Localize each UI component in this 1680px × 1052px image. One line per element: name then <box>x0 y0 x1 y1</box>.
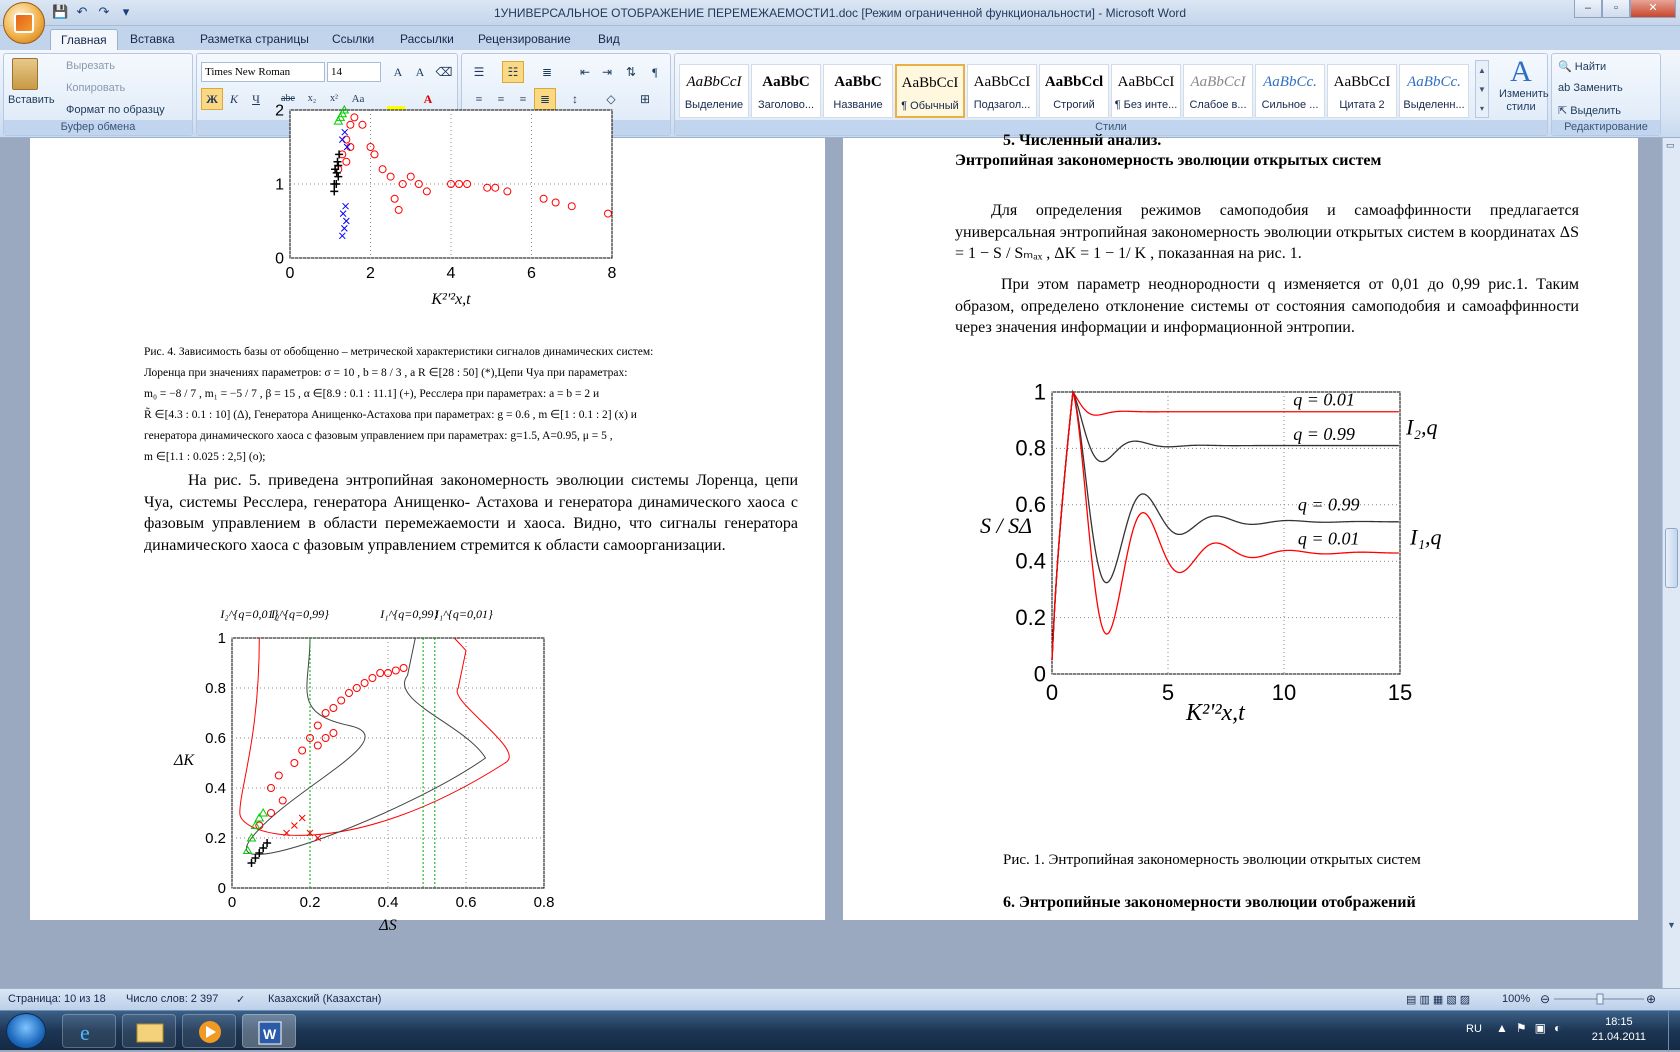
y-tick-label: 0 <box>217 880 226 897</box>
office-button[interactable] <box>3 2 45 44</box>
clipboard-group-label: Буфер обмена <box>4 120 192 135</box>
shrink-font-icon[interactable]: A <box>415 65 425 79</box>
x-axis-label: K²'²x,t <box>1186 700 1245 726</box>
y-tick-label: 2 <box>275 102 284 120</box>
tab-references[interactable]: Ссылки <box>332 32 375 46</box>
input-language[interactable]: RU <box>1466 1023 1482 1035</box>
select-button[interactable]: ⇱ Выделить <box>1558 105 1622 117</box>
figure-4-chart <box>250 102 650 328</box>
style-tile[interactable] <box>751 64 821 118</box>
grow-font-icon[interactable]: A <box>393 65 403 79</box>
x-tick-label: 15 <box>1387 680 1413 705</box>
redo-icon[interactable]: ↷ <box>98 4 110 19</box>
font-color-icon[interactable]: A <box>423 92 433 106</box>
clock-date: 21.04.2011 <box>1591 1031 1646 1043</box>
style-name: Заголово... <box>757 99 815 111</box>
align-left-icon[interactable]: ≡ <box>475 92 483 106</box>
ribbon <box>0 50 1680 138</box>
zoom-slider[interactable] <box>1540 992 1660 1006</box>
find-button[interactable]: 🔍 Найти <box>1558 61 1607 73</box>
tray-icons[interactable]: ▲⚑▣◐ <box>1496 1021 1570 1035</box>
style-sample: AaBbCcI <box>973 74 1031 90</box>
caption-line: m ∈[1.1 : 0.025 : 2,5] (o); <box>144 451 266 463</box>
y-tick-label: 0 <box>275 250 284 268</box>
change-styles-icon: A <box>1510 55 1532 88</box>
style-tile[interactable] <box>823 64 893 118</box>
x-tick-label: 0.2 <box>299 894 321 911</box>
svg-text:e: e <box>80 1020 90 1045</box>
tab-page-layout[interactable]: Разметка страницы <box>200 32 309 46</box>
subscript-button[interactable]: x₂ <box>307 93 317 104</box>
change-case-button[interactable]: Аа <box>351 93 365 105</box>
page-count[interactable]: Страница: 10 из 18 <box>8 993 106 1005</box>
scrollbar-thumb[interactable] <box>1665 528 1678 588</box>
style-sample: AaBbCcI <box>1190 74 1246 90</box>
clipboard-group <box>3 53 193 136</box>
zoom-level[interactable]: 100% <box>1502 993 1531 1005</box>
section-5-heading: 5. Численный анализ. <box>1003 132 1162 149</box>
ribbon-tabs <box>0 26 1680 50</box>
y-tick-label: 0.4 <box>1015 548 1046 574</box>
ruler-toggle-icon[interactable]: ▭ <box>1666 140 1675 150</box>
save-icon[interactable]: 💾 <box>52 4 69 19</box>
style-tile[interactable] <box>967 64 1037 118</box>
y-tick-label: 1 <box>1033 379 1046 405</box>
clock-time: 18:15 <box>1605 1016 1633 1028</box>
find-icon: 🔍 <box>1558 61 1572 73</box>
style-name: Строгий <box>1053 99 1095 111</box>
style-name: ¶ Обычный <box>901 100 959 112</box>
increase-indent-icon[interactable]: ⇥ <box>601 65 613 79</box>
vertical-scrollbar[interactable] <box>1662 138 1680 990</box>
show-marks-icon[interactable]: ¶ <box>652 65 658 79</box>
editing-group-label: Редактирование <box>1552 120 1660 135</box>
internet-explorer-icon[interactable] <box>62 1014 116 1048</box>
x-tick-label: 0 <box>285 265 295 282</box>
style-sample: AaBbC <box>834 74 882 90</box>
style-tile[interactable] <box>1399 64 1469 118</box>
style-name: Цитата 2 <box>1339 99 1385 111</box>
tab-mailings[interactable]: Рассылки <box>400 32 454 46</box>
paste-icon <box>12 58 38 90</box>
maximize-button[interactable]: ▫ <box>1602 0 1630 18</box>
styles-group <box>674 53 1548 136</box>
style-sample: AaBbCcI <box>901 75 959 91</box>
x-tick-label: 10 <box>1271 680 1297 705</box>
y-tick-label: 0.2 <box>205 830 226 847</box>
italic-button[interactable]: К <box>230 92 238 106</box>
styles-group-label: Стили <box>675 120 1547 135</box>
figure-1-chart <box>978 378 1478 738</box>
top-label: I₁^{q=0,99} <box>380 607 439 621</box>
taskbar <box>0 1010 1680 1050</box>
x-tick-label: 0.8 <box>533 894 555 911</box>
style-sample: AaBbCc. <box>1407 74 1461 90</box>
replace-icon: ab <box>1558 82 1571 94</box>
undo-icon[interactable]: ↶ <box>76 4 88 19</box>
numbering-icon[interactable]: ☷ <box>502 61 524 83</box>
curve-label: I₁,q <box>1410 524 1442 550</box>
word-taskbar-icon[interactable] <box>242 1014 296 1048</box>
style-tile[interactable] <box>1039 64 1109 118</box>
line-spacing-icon[interactable]: ↕ <box>572 92 578 106</box>
y-axis-label: S / SΔ <box>980 513 1033 538</box>
window-title: 1УНИВЕРСАЛЬНОЕ ОТОБРАЖЕНИЕ ПЕРЕМЕЖАЕМОСТИ1.doc [Режим ограниченной функциональности] - Microsoft Word <box>493 6 1187 20</box>
style-tile[interactable] <box>895 64 965 118</box>
justify-icon[interactable]: ≣ <box>534 88 556 110</box>
style-name: Сильное ... <box>1261 99 1319 111</box>
shading-icon[interactable]: ◇ <box>606 92 616 106</box>
paragraph-2: При этом параметр неоднородности q изменяется от 0,01 до 0,99 рис.1. Таким образом, определено отклонение системы от состояния самоподобия и самоаффинности через значения информации и информационной энтропии. <box>955 276 1579 336</box>
tab-view[interactable]: Вид <box>598 32 620 46</box>
tab-review[interactable]: Рецензирование <box>478 32 571 46</box>
strikethrough-button[interactable]: abe <box>281 93 295 104</box>
svg-text:⊖: ⊖ <box>1540 992 1551 1006</box>
x-axis-label: ΔS <box>379 917 397 934</box>
x-tick-label: 6 <box>527 265 536 282</box>
copy-button[interactable]: Копировать <box>66 82 126 94</box>
curve-label: q = 0.99 <box>1293 423 1355 444</box>
spellcheck-icon[interactable]: ✓ <box>236 994 246 1006</box>
top-label: I₂^{q=0,01} <box>220 607 279 621</box>
multilevel-list-icon[interactable]: ≣ <box>541 65 553 79</box>
y-tick-label: 1 <box>217 630 226 647</box>
figure-5-paragraph: На рис. 5. приведена энтропийная закономерность эволюции системы Лоренца, цепи Чуа, системы Ресслера, генератора Анищенко- Астахова и генератора динамического хаоса с фазовым управлением в области перемежаемости и хаоса. Видно, что сигналы генератора динамического хаоса с фазовым управлением стремится к области самоорганизации. <box>144 472 798 554</box>
title-bar <box>0 0 1680 26</box>
svg-text:W: W <box>263 1026 277 1042</box>
align-right-icon[interactable]: ≡ <box>519 92 527 106</box>
caption-line: m₀ = −8 / 7 , m₁ = −5 / 7 , β = 15 , α ∈[8.9 : 0.1 : 11.1] (+), Ресслера при параметрах: a = b = 2 и <box>144 388 600 400</box>
x-axis-label: K²'²x,t <box>431 291 471 308</box>
style-name: ¶ Без инте... <box>1114 99 1178 111</box>
svg-text:⊕: ⊕ <box>1646 992 1657 1006</box>
paragraph-1: Для определения режимов самоподобия и самоаффинности предлагается универсальная энтропийная закономерность эволюции открытых систем в координатах ΔS = 1 − S / Sₘₐₓ , ΔK = 1 − 1/ K , показанная на рис. 1. <box>955 202 1579 262</box>
x-tick-label: 0.4 <box>377 894 399 911</box>
style-tile[interactable] <box>1111 64 1181 118</box>
bold-button[interactable]: Ж <box>201 88 223 110</box>
cut-button[interactable]: Вырезать <box>66 60 115 72</box>
office-logo-icon <box>14 13 34 33</box>
figure-4-caption <box>144 342 794 468</box>
curve-label: I₂,q <box>1406 414 1438 440</box>
figure-5-chart <box>140 598 610 934</box>
right-page[interactable] <box>843 132 1638 920</box>
tab-insert[interactable]: Вставка <box>130 32 175 46</box>
curve-label: q = 0.01 <box>1293 389 1355 410</box>
editing-group <box>1551 53 1661 136</box>
y-tick-label: 0.8 <box>205 680 226 697</box>
window-controls <box>1574 0 1676 18</box>
explorer-icon[interactable] <box>122 1014 176 1048</box>
x-tick-label: 8 <box>607 265 617 282</box>
x-tick-label: 5 <box>1161 680 1175 705</box>
y-tick-label: 0.4 <box>205 780 226 797</box>
style-tile[interactable] <box>679 64 749 118</box>
style-tile[interactable] <box>1255 64 1325 118</box>
section-6-heading: 6. Энтропийные закономерности эволюции отображений <box>1003 894 1416 911</box>
x-tick-label: 0 <box>227 894 237 911</box>
y-tick-label: 0 <box>1033 661 1046 687</box>
word-count[interactable]: Число слов: 2 397 <box>126 993 219 1005</box>
x-tick-label: 0 <box>1045 680 1059 705</box>
status-bar <box>0 988 1680 1010</box>
align-center-icon[interactable]: ≡ <box>497 92 505 106</box>
curve-label: q = 0.99 <box>1297 494 1360 515</box>
y-axis-label: ΔK <box>174 752 195 769</box>
font-size-dropdown[interactable]: 14 <box>327 62 381 82</box>
decrease-indent-icon[interactable]: ⇤ <box>579 65 591 79</box>
sort-icon[interactable]: ⇅ <box>625 65 637 79</box>
y-tick-label: 0.2 <box>1015 604 1046 630</box>
style-tile[interactable] <box>1183 64 1253 118</box>
style-name: Название <box>833 99 883 111</box>
y-tick-label: 0.8 <box>1015 435 1046 461</box>
paste-button[interactable]: Вставить <box>8 94 55 106</box>
style-sample: AaBbCc. <box>1263 74 1317 90</box>
borders-icon[interactable]: ⊞ <box>639 92 651 106</box>
minimize-button[interactable]: – <box>1574 0 1602 18</box>
style-name: Выделенн... <box>1403 99 1465 111</box>
style-sample: AaBbCcI <box>686 74 742 90</box>
x-tick-label: 0.6 <box>455 894 477 911</box>
clock[interactable] <box>1592 1015 1646 1045</box>
y-tick-label: 0.6 <box>205 730 226 747</box>
y-tick-label: 0.6 <box>1015 492 1046 518</box>
view-buttons[interactable]: ▤ ▥ ▦ ▧ ▨ <box>1406 994 1471 1006</box>
quick-access-dropdown-icon[interactable]: ▾ <box>122 4 130 19</box>
close-button[interactable]: ✕ <box>1630 0 1676 18</box>
change-styles-button[interactable]: A Изменить стили <box>1499 55 1549 113</box>
caption-line: R̃ ∈[4.3 : 0.1 : 10] (Δ), Генератора Анищенко-Астахова при параметрах: g = 0.6 , m ∈[1 : 0.1 : 2] (x) и <box>144 409 637 421</box>
style-name: Подзагол... <box>973 99 1031 111</box>
top-label: I₂^{q=0,99} <box>271 607 329 621</box>
select-icon: ⇱ <box>1558 105 1568 117</box>
show-desktop-button[interactable] <box>1668 1011 1680 1051</box>
caption-line: Рис. 4. Зависимость базы от обобщенно – метрической характеристики сигналов динамических систем: <box>144 346 654 358</box>
style-gallery-scroll[interactable]: ▲ ▼ ▾ <box>1475 60 1489 118</box>
superscript-button[interactable]: x² <box>330 93 338 104</box>
style-sample: AaBbC <box>762 74 810 90</box>
x-tick-label: 4 <box>446 265 456 282</box>
replace-button[interactable]: ab Заменить <box>1558 82 1623 94</box>
format-painter-button[interactable]: Формат по образцу <box>66 104 165 116</box>
style-sample: AaBbCcI <box>1117 74 1175 90</box>
style-name: Выделение <box>684 99 744 111</box>
style-sample: AaBbCcI <box>1333 74 1391 90</box>
media-player-icon[interactable] <box>182 1014 236 1048</box>
start-button[interactable] <box>6 1013 46 1049</box>
clear-format-icon[interactable]: ⌫ <box>435 65 453 79</box>
caption-line: генератора динамического хаоса с фазовым управлением при параметрах: g=1.5, A=0.95, μ = 5 , <box>144 430 613 442</box>
top-label: I₁^{q=0,01} <box>434 607 493 621</box>
style-tile[interactable] <box>1327 64 1397 118</box>
style-sample: AaBbCcl <box>1044 74 1104 90</box>
font-family-dropdown[interactable]: Times New Roman <box>201 62 325 82</box>
scroll-down-icon[interactable]: ▼ <box>1667 920 1676 930</box>
figure-1-caption: Рис. 1. Энтропийная закономерность эволюции открытых систем <box>1003 852 1421 868</box>
caption-line: Лоренца при значениях параметров: σ = 10 , b = 8 / 3 , a R ∈[28 : 50] (*),Цепи Чуа при параметрах: <box>144 367 628 379</box>
y-tick-label: 1 <box>275 176 284 194</box>
style-name: Слабое в... <box>1189 99 1247 111</box>
x-tick-label: 2 <box>366 265 375 282</box>
section-heading: Энтропийная закономерность эволюции открытых систем <box>955 152 1382 169</box>
tab-home[interactable]: Главная <box>50 29 118 50</box>
underline-button[interactable]: Ч <box>252 92 260 106</box>
language[interactable]: Казахский (Казахстан) <box>268 993 382 1005</box>
curve-label: q = 0.01 <box>1297 528 1360 549</box>
bullets-icon[interactable]: ☰ <box>473 65 485 79</box>
